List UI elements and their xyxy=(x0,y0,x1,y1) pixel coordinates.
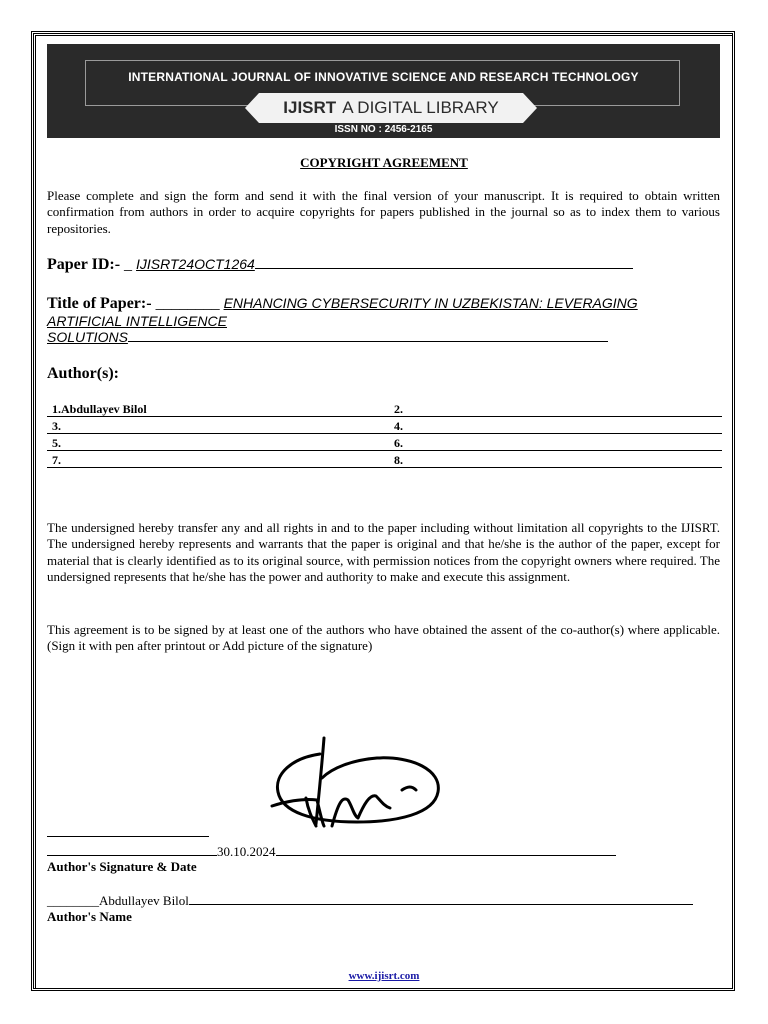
brand-name: IJISRT xyxy=(283,98,337,117)
authors-heading: Author(s): xyxy=(47,365,119,382)
table-row xyxy=(47,434,722,451)
paper-id-label: Paper ID:- xyxy=(47,256,125,273)
author-name-value: Abdullayev Bilol xyxy=(99,893,189,908)
paper-id-row xyxy=(47,256,633,273)
paper-title-line3: SOLUTIONS xyxy=(47,329,128,345)
journal-banner xyxy=(47,44,720,138)
author-cell: 7. xyxy=(47,451,389,468)
paper-title-label: Title of Paper:- xyxy=(47,295,156,312)
paper-title-row xyxy=(47,295,638,312)
author-cell: 2. xyxy=(389,400,722,417)
author-cell: 5. xyxy=(47,434,389,451)
signature-blank xyxy=(47,843,217,856)
author-name-underline xyxy=(189,892,693,905)
transfer-paragraph: The undersigned hereby transfer any and all rights in and to the paper including without limitation all copyrights to the IJISRT. The undersigned hereby represents and warrants that the paper is original and that he/she is the author of the paper, except for material that is clearly identified as to its original source, with permission notices from the copyright owners where required. The undersigned represents that he/she has the power and authority to make and execute this assignment. xyxy=(47,520,720,584)
author-name-row xyxy=(47,892,693,909)
author-cell: 8. xyxy=(389,451,722,468)
paper-title-row2 xyxy=(47,313,227,330)
author-cell: 6. xyxy=(389,434,722,451)
paper-title-underline xyxy=(128,329,608,342)
intro-paragraph: Please complete and sign the form and send it with the final version of your manuscript. It is required to obtain written confirmation from authors in order to acquire copyrights for papers published in the journal so as to index them to various repositories. xyxy=(47,188,720,236)
table-row xyxy=(47,417,722,434)
paper-title-prefix: ________ xyxy=(155,295,220,312)
issn-number: ISSN NO : 2456-2165 xyxy=(334,124,433,135)
paper-title-line2: ARTIFICIAL INTELLIGENCE xyxy=(47,313,227,329)
author-name-label: Author's Name xyxy=(47,909,132,924)
signature-line xyxy=(47,836,209,837)
paper-id-underline xyxy=(255,256,633,269)
table-row xyxy=(47,400,722,417)
paper-title-row3 xyxy=(47,329,608,346)
table-row xyxy=(47,451,722,468)
library-badge xyxy=(245,93,537,123)
authors-table xyxy=(47,400,722,468)
journal-name: INTERNATIONAL JOURNAL OF INNOVATIVE SCIENCE AND RESEARCH TECHNOLOGY xyxy=(128,70,639,84)
footer xyxy=(0,966,768,984)
author-cell: 4. xyxy=(389,417,722,434)
brand-tagline: A DIGITAL LIBRARY xyxy=(342,98,499,117)
signature-date-row xyxy=(47,843,616,860)
website-link[interactable]: www.ijisrt.com xyxy=(348,970,420,982)
signature-label: Author's Signature & Date xyxy=(47,859,197,874)
paper-title-line1: ENHANCING CYBERSECURITY IN UZBEKISTAN: LEVERAGING xyxy=(223,295,638,311)
paper-id-prefix: _ xyxy=(124,256,133,273)
signature-date: 30.10.2024 xyxy=(217,844,276,859)
library-title xyxy=(245,98,537,118)
handwritten-signature xyxy=(262,734,444,834)
author-name-prefix: ________ xyxy=(47,893,99,908)
date-underline xyxy=(276,843,616,856)
signing-instructions: This agreement is to be signed by at least one of the authors who have obtained the assent of the co-author(s) where applicable. (Sign it with pen after printout or Add picture of the signature) xyxy=(47,622,720,654)
author-cell: 1.Abdullayev Bilol xyxy=(47,400,389,417)
paper-id-value: IJISRT24OCT1264 xyxy=(136,256,255,272)
author-cell: 3. xyxy=(47,417,389,434)
page-title: COPYRIGHT AGREEMENT xyxy=(300,155,468,170)
